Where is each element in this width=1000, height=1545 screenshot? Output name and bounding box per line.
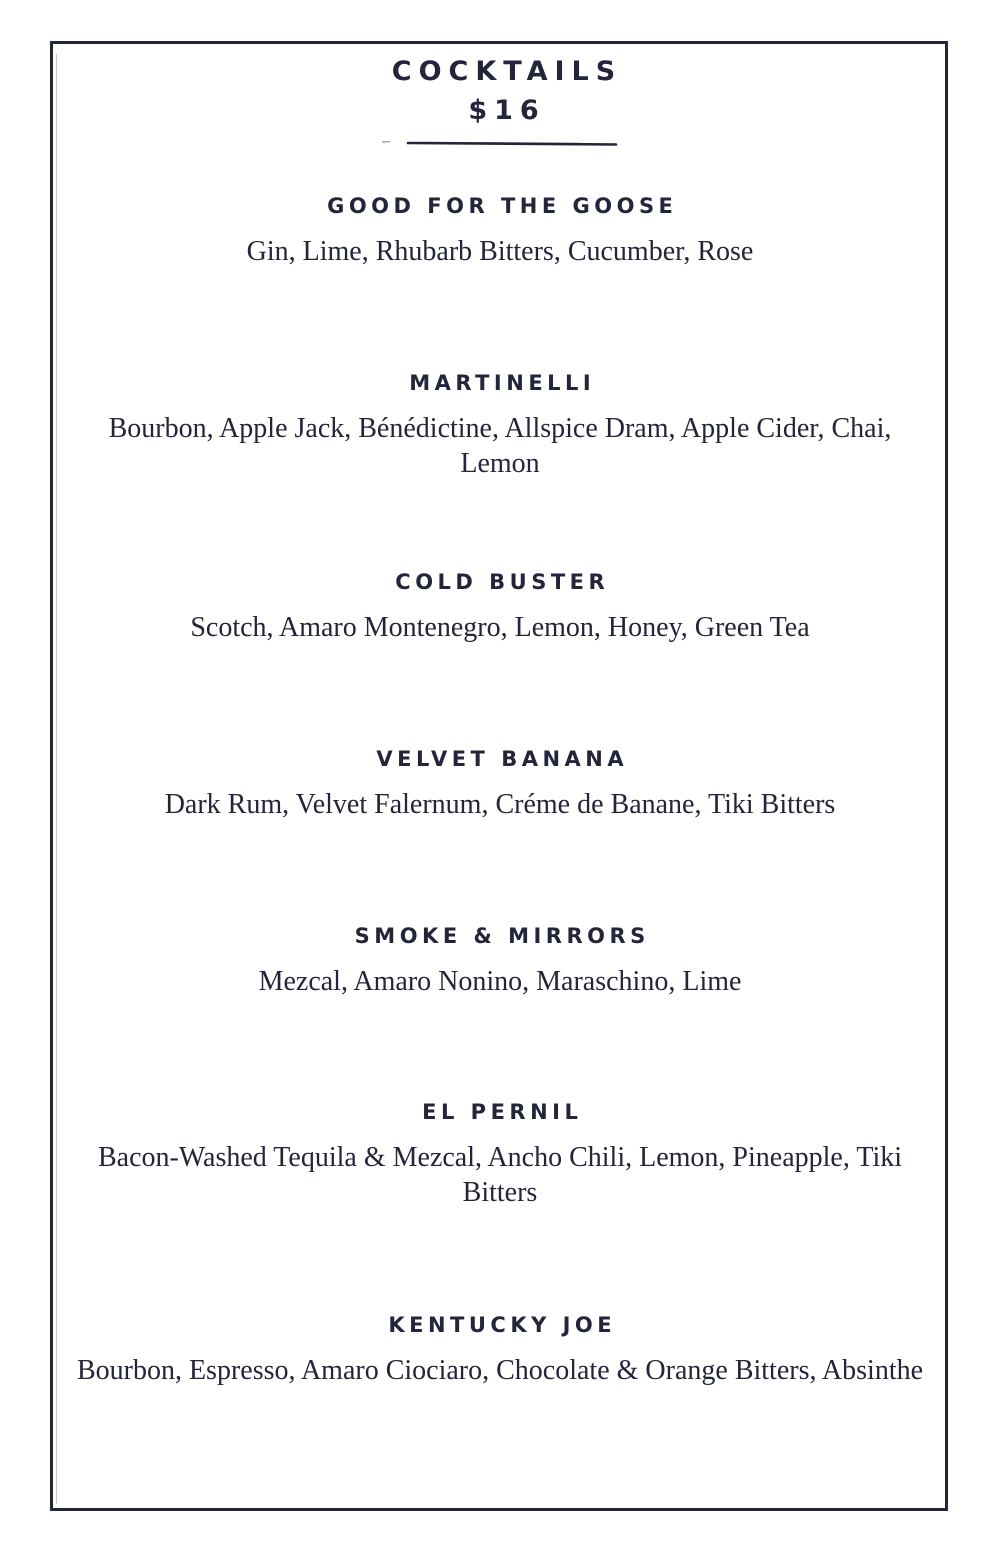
title-underline bbox=[380, 139, 620, 149]
menu-item bbox=[0, 745, 1000, 822]
item-name: VELVET BANANA bbox=[376, 747, 629, 771]
menu-item bbox=[0, 568, 1000, 645]
item-description: Bourbon, Apple Jack, Bénédictine, Allspice Dram, Apple Cider, Chai, Lemon bbox=[108, 413, 892, 479]
menu-item bbox=[0, 192, 1000, 269]
item-name: SMOKE & MIRRORS bbox=[354, 924, 650, 948]
item-name: GOOD FOR THE GOOSE bbox=[327, 194, 678, 218]
menu-item bbox=[0, 369, 1000, 481]
menu-title: COCKTAILS bbox=[391, 56, 623, 87]
item-description: Mezcal, Amaro Nonino, Maraschino, Lime bbox=[258, 966, 742, 997]
item-description: Gin, Lime, Rhubarb Bitters, Cucumber, Rose bbox=[246, 236, 754, 267]
menu-item bbox=[0, 1311, 1000, 1388]
item-description: Dark Rum, Velvet Falernum, Créme de Banane, Tiki Bitters bbox=[164, 789, 836, 820]
item-name: COLD BUSTER bbox=[395, 570, 610, 594]
item-name: EL PERNIL bbox=[422, 1100, 583, 1124]
menu-item bbox=[0, 1098, 1000, 1210]
item-name: MARTINELLI bbox=[409, 371, 596, 395]
item-name: KENTUCKY JOE bbox=[388, 1313, 617, 1337]
menu-item bbox=[0, 922, 1000, 999]
item-description: Bacon-Washed Tequila & Mezcal, Ancho Chili, Lemon, Pineapple, Tiki Bitters bbox=[97, 1142, 903, 1208]
item-description: Bourbon, Espresso, Amaro Ciociaro, Chocolate & Orange Bitters, Absinthe bbox=[76, 1355, 924, 1386]
menu-price: $16 bbox=[468, 95, 546, 126]
item-description: Scotch, Amaro Montenegro, Lemon, Honey, Green Tea bbox=[190, 612, 810, 643]
